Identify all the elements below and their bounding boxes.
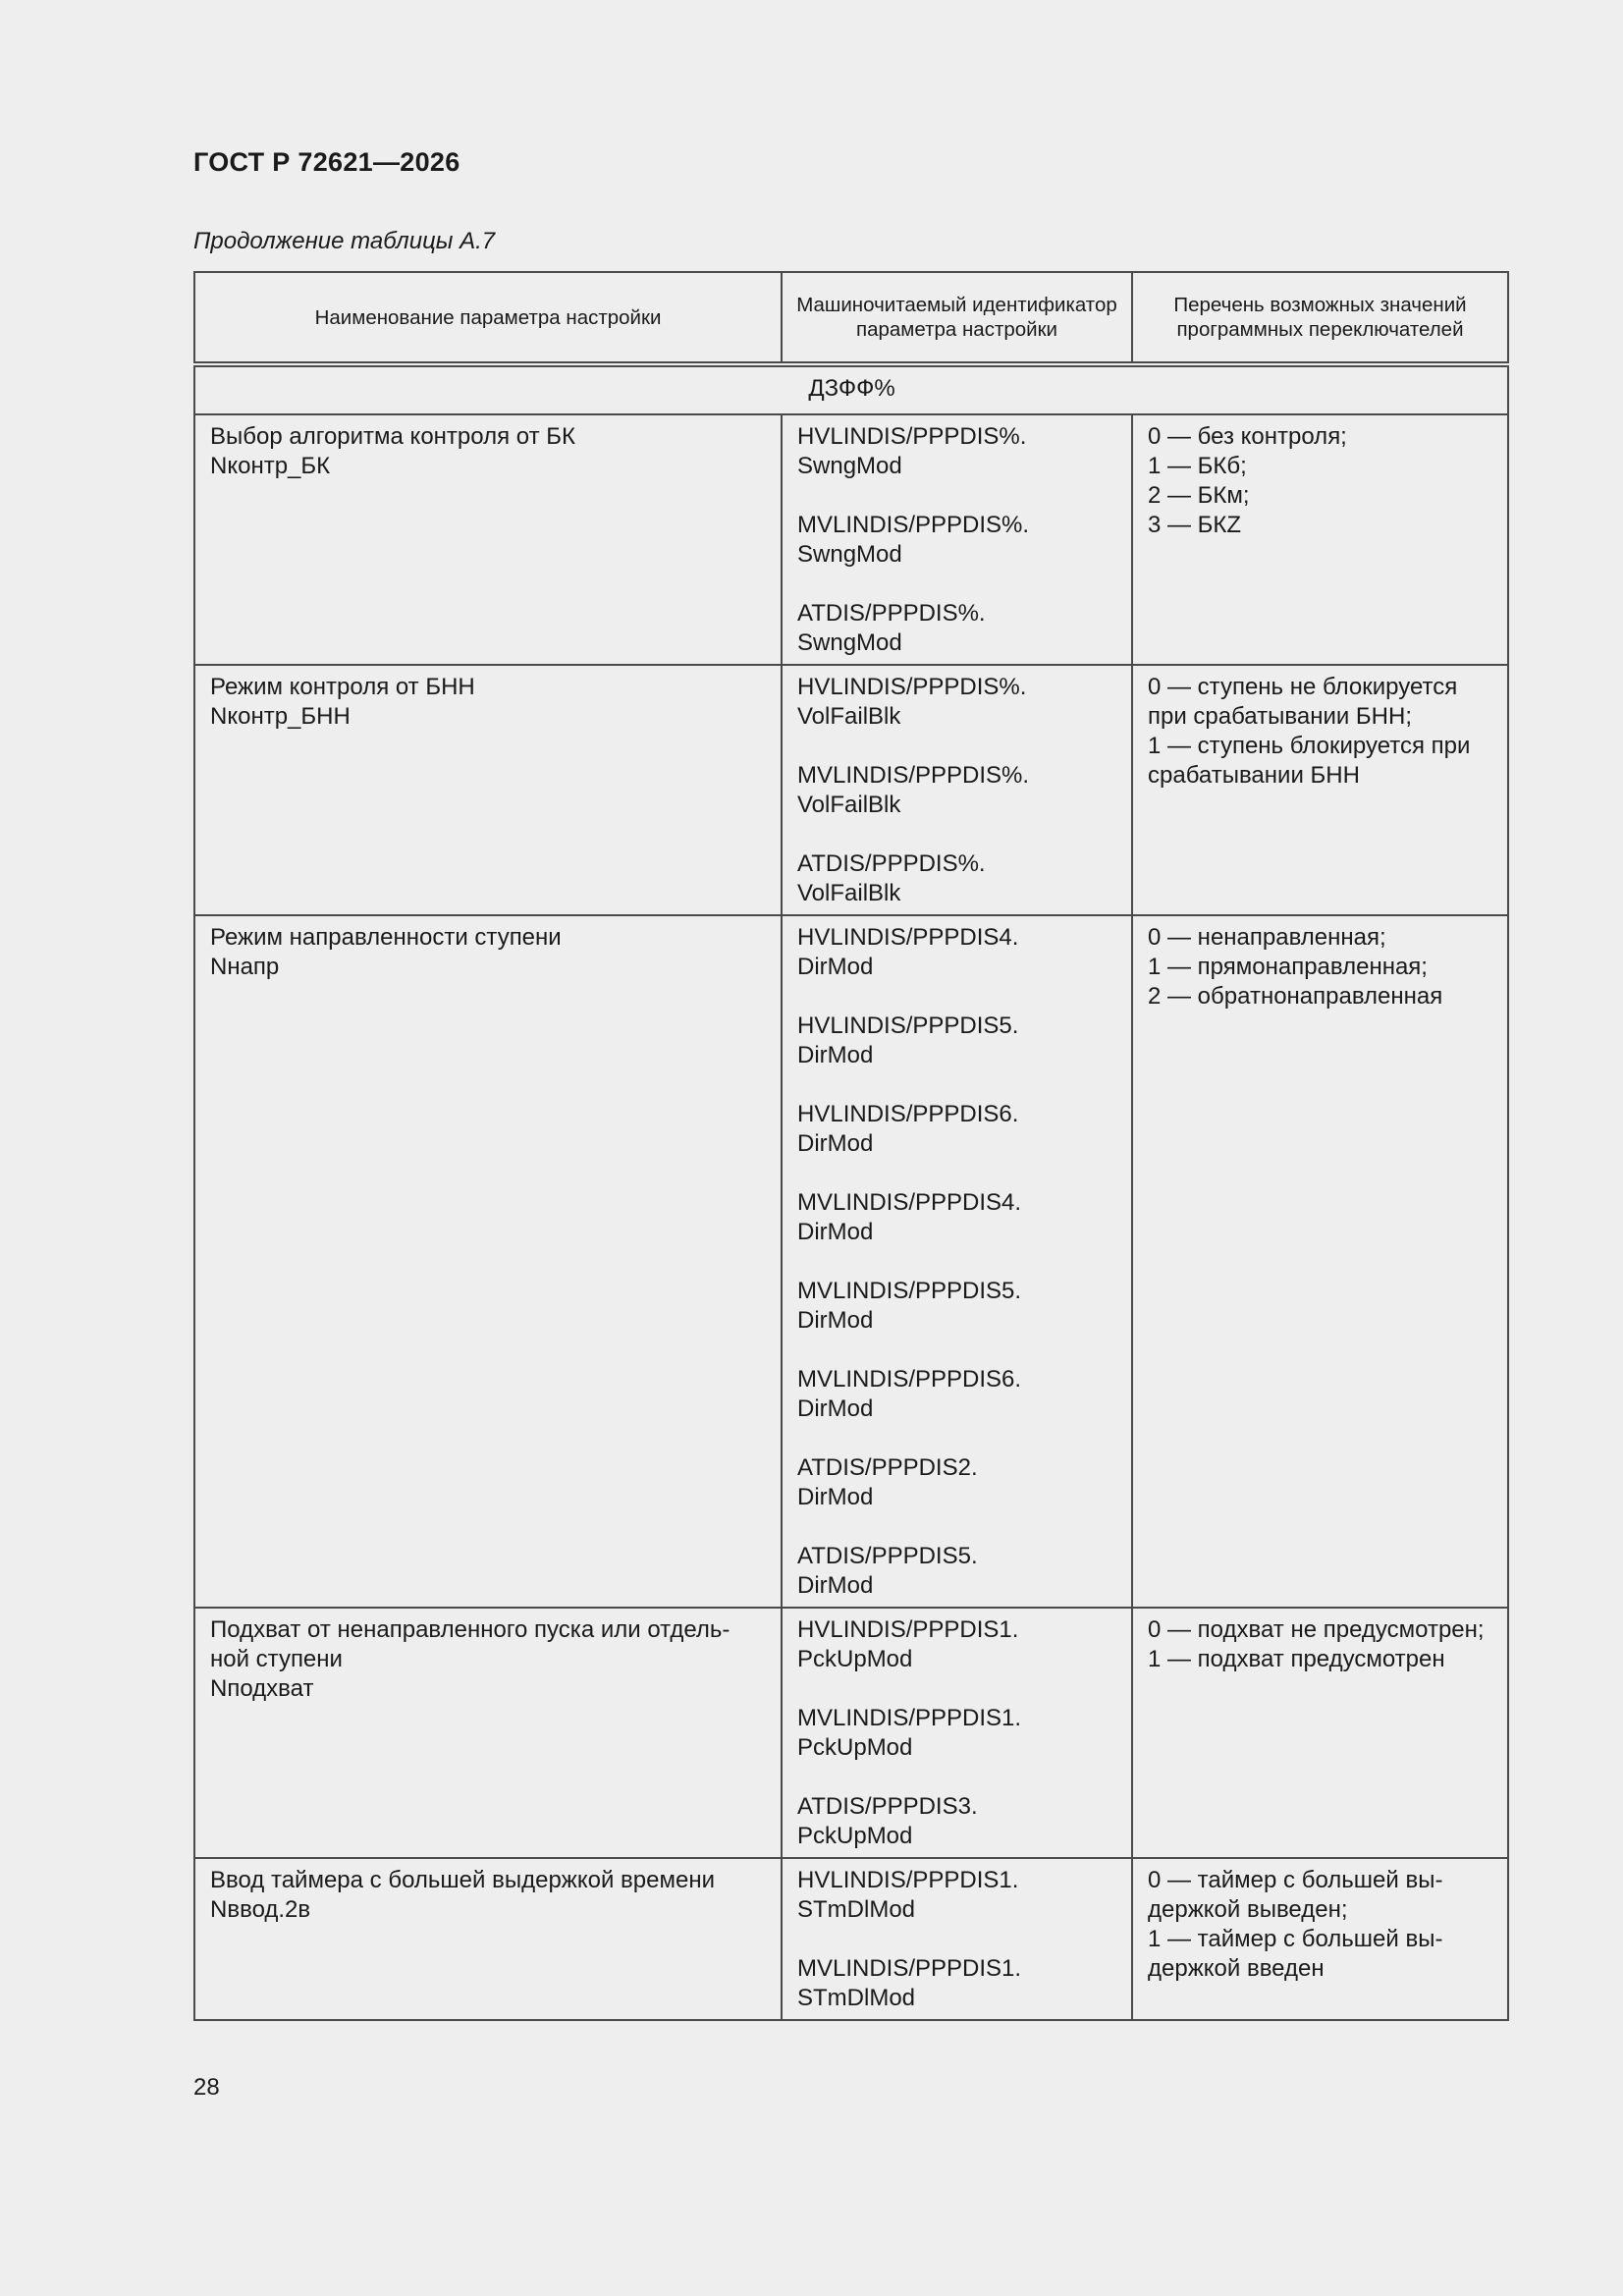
identifier-entry — [797, 1453, 1117, 1512]
identifier-line: MVLINDIS/PPPDIS%. — [797, 762, 1030, 789]
identifier-line: MVLINDIS/PPPDIS%. — [797, 512, 1030, 538]
identifier-line: STmDlMod — [797, 1985, 916, 2011]
identifier-cell — [782, 665, 1132, 915]
parameter-name-line: Режим контроля от БНН — [210, 674, 475, 700]
identifier-entry — [797, 1365, 1117, 1424]
identifier-line: MVLINDIS/PPPDIS4. — [797, 1189, 1022, 1216]
identifier-line: ATDIS/PPPDIS5. — [797, 1543, 978, 1569]
value-line: 2 — БКм; — [1148, 482, 1250, 509]
parameter-name-line: Nконтр_БК — [210, 453, 331, 479]
identifier-line: HVLINDIS/PPPDIS6. — [797, 1101, 1019, 1127]
identifier-entry — [797, 1615, 1117, 1674]
parameter-name-line: Выбор алгоритма контроля от БК — [210, 423, 575, 450]
identifier-line: HVLINDIS/PPPDIS4. — [797, 924, 1019, 951]
identifier-line: HVLINDIS/PPPDIS%. — [797, 423, 1027, 450]
identifier-entry — [797, 1954, 1117, 2013]
identifier-entry — [797, 673, 1117, 732]
identifier-entry — [797, 511, 1117, 570]
identifier-line: HVLINDIS/PPPDIS1. — [797, 1867, 1019, 1893]
identifier-line: DirMod — [797, 1395, 874, 1422]
value-line: 1 — подхват предусмотрен — [1148, 1646, 1445, 1672]
value-line: при срабатывании БНН; — [1148, 703, 1413, 730]
parameter-name-cell — [194, 665, 782, 915]
identifier-line: HVLINDIS/PPPDIS%. — [797, 674, 1027, 700]
value-line: 0 — ненаправленная; — [1148, 924, 1386, 951]
identifier-line: MVLINDIS/PPPDIS5. — [797, 1278, 1022, 1304]
identifier-entry — [797, 1704, 1117, 1763]
identifier-line: SwngMod — [797, 629, 902, 656]
identifier-line: DirMod — [797, 1484, 874, 1510]
identifier-line: PckUpMod — [797, 1823, 913, 1849]
value-line: держкой введен — [1148, 1955, 1325, 1982]
identifier-entry — [797, 1866, 1117, 1925]
identifier-line: PckUpMod — [797, 1646, 913, 1672]
parameter-name-line: Подхват от ненаправленного пуска или отдель- — [210, 1616, 730, 1643]
identifier-line: DirMod — [797, 1572, 874, 1599]
identifier-line: HVLINDIS/PPPDIS1. — [797, 1616, 1019, 1643]
parameter-table — [193, 271, 1509, 2021]
table-caption: Продолжение таблицы А.7 — [193, 228, 496, 254]
identifier-line: PckUpMod — [797, 1734, 913, 1761]
identifier-line: ATDIS/PPPDIS%. — [797, 600, 986, 627]
value-line: 0 — таймер с большей вы- — [1148, 1867, 1443, 1893]
identifier-line: SwngMod — [797, 453, 902, 479]
table-row — [194, 665, 1508, 915]
identifier-line: HVLINDIS/PPPDIS5. — [797, 1012, 1019, 1039]
identifier-entry — [797, 849, 1117, 908]
identifier-line: VolFailBlk — [797, 792, 901, 818]
identifier-entry — [797, 1277, 1117, 1336]
identifier-entry — [797, 1188, 1117, 1247]
identifier-line: ATDIS/PPPDIS3. — [797, 1793, 978, 1820]
parameter-name-line: Nподхват — [210, 1675, 314, 1702]
value-line: срабатывании БНН — [1148, 762, 1360, 789]
parameter-name-line: Nввод.2в — [210, 1896, 311, 1923]
value-line: 3 — БКZ — [1148, 512, 1242, 538]
identifier-line: DirMod — [797, 1219, 874, 1245]
table-header-row — [194, 272, 1508, 364]
column-header-values: Перечень возможных значений программных переключателей — [1132, 272, 1508, 364]
parameter-name-cell — [194, 1858, 782, 2020]
parameter-name-cell — [194, 414, 782, 665]
identifier-entry — [797, 1100, 1117, 1159]
section-title: ДЗФФ% — [194, 364, 1508, 414]
identifier-entry — [797, 923, 1117, 982]
identifier-entry — [797, 422, 1117, 481]
identifier-entry — [797, 1792, 1117, 1851]
identifier-line: ATDIS/PPPDIS2. — [797, 1454, 978, 1481]
identifier-line: DirMod — [797, 1042, 874, 1068]
identifier-line: SwngMod — [797, 541, 902, 568]
identifier-entry — [797, 1542, 1117, 1601]
identifier-line: DirMod — [797, 1307, 874, 1334]
column-header-identifier: Машиночитаемый идентификатор параметра настройки — [782, 272, 1132, 364]
identifier-line: VolFailBlk — [797, 880, 901, 906]
identifier-cell — [782, 414, 1132, 665]
value-line: 2 — обратнонаправленная — [1148, 983, 1443, 1010]
table-row — [194, 915, 1508, 1608]
parameter-name-cell — [194, 915, 782, 1608]
identifier-line: VolFailBlk — [797, 703, 901, 730]
identifier-line: ATDIS/PPPDIS%. — [797, 850, 986, 877]
parameter-name-line: Nнапр — [210, 954, 280, 980]
value-line: 0 — без контроля; — [1148, 423, 1347, 450]
table-row — [194, 1858, 1508, 2020]
value-line: держкой выведен; — [1148, 1896, 1348, 1923]
page-number: 28 — [193, 2074, 220, 2101]
values-cell — [1132, 915, 1508, 1608]
value-line: 0 — подхват не предусмотрен; — [1148, 1616, 1485, 1643]
values-cell — [1132, 665, 1508, 915]
identifier-line: MVLINDIS/PPPDIS1. — [797, 1955, 1022, 1982]
parameter-name-cell — [194, 1608, 782, 1858]
values-cell — [1132, 1858, 1508, 2020]
value-line: 1 — БКб; — [1148, 453, 1247, 479]
value-line: 0 — ступень не блокируется — [1148, 674, 1458, 700]
identifier-line: STmDlMod — [797, 1896, 916, 1923]
section-row — [194, 364, 1508, 414]
identifier-entry — [797, 761, 1117, 820]
identifier-line: MVLINDIS/PPPDIS6. — [797, 1366, 1022, 1393]
identifier-line: MVLINDIS/PPPDIS1. — [797, 1705, 1022, 1731]
values-cell — [1132, 414, 1508, 665]
identifier-line: DirMod — [797, 954, 874, 980]
table-row — [194, 1608, 1508, 1858]
document-title: ГОСТ Р 72621—2026 — [193, 147, 460, 177]
parameter-name-line: ной ступени — [210, 1646, 343, 1672]
parameter-name-line: Ввод таймера с большей выдержкой времени — [210, 1867, 715, 1893]
value-line: 1 — прямонаправленная; — [1148, 954, 1428, 980]
identifier-entry — [797, 1011, 1117, 1070]
value-line: 1 — ступень блокируется при — [1148, 733, 1471, 759]
column-header-name: Наименование параметра настройки — [194, 272, 782, 364]
value-line: 1 — таймер с большей вы- — [1148, 1926, 1443, 1952]
identifier-entry — [797, 599, 1117, 658]
identifier-cell — [782, 1608, 1132, 1858]
parameter-name-line: Режим направленности ступени — [210, 924, 562, 951]
values-cell — [1132, 1608, 1508, 1858]
table-row — [194, 414, 1508, 665]
identifier-line: DirMod — [797, 1130, 874, 1157]
parameter-name-line: Nконтр_БНН — [210, 703, 351, 730]
identifier-cell — [782, 915, 1132, 1608]
identifier-cell — [782, 1858, 1132, 2020]
